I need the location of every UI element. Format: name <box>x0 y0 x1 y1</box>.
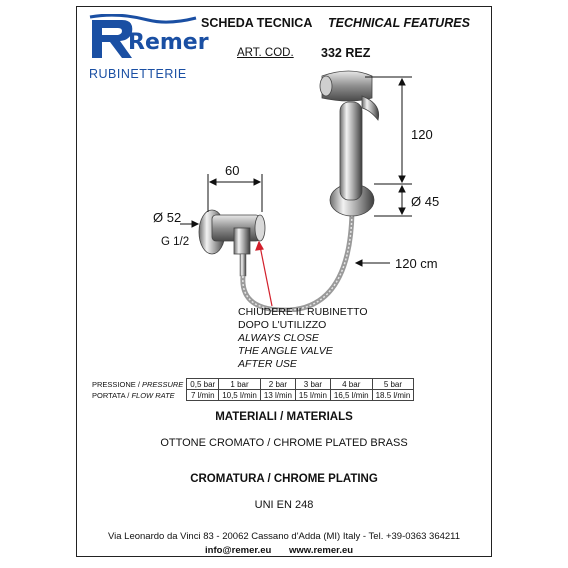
pressure-flow-table <box>90 378 414 401</box>
table-row-pressure <box>90 379 414 390</box>
hose-length-label: 120 cm <box>395 256 438 271</box>
dimension-hose-arrow <box>356 260 390 266</box>
table-cell: 3 bar <box>295 379 330 390</box>
footer-email-link[interactable]: info@remer.eu <box>205 545 272 556</box>
table-cell: 4 bar <box>330 379 372 390</box>
table-cell: 7 l/min <box>187 390 219 401</box>
plating-title: CROMATURA / CHROME PLATING <box>190 473 378 485</box>
materials-text: OTTONE CROMATO / CHROME PLATED BRASS <box>160 437 408 449</box>
technical-features-title: TECHNICAL FEATURES <box>328 16 470 30</box>
plating-text: UNI EN 248 <box>254 499 314 511</box>
note-line-3: ALWAYS CLOSE <box>238 332 319 344</box>
dim-52-label: Ø 52 <box>153 210 182 225</box>
dim-120-label: 120 <box>411 127 433 142</box>
logo-wordmark: Remer <box>128 30 209 55</box>
pressure-row-label: PRESSIONE / PRESSURE <box>92 379 184 389</box>
angle-valve <box>199 210 265 276</box>
dim-60-label: 60 <box>225 163 240 178</box>
red-indicator-arrow <box>256 242 272 306</box>
dim-45-label: Ø 45 <box>411 194 440 209</box>
table-cell: 2 bar <box>260 379 295 390</box>
thread-label: G 1/2 <box>161 236 190 248</box>
note-line-2: DOPO L'UTILIZZO <box>238 319 327 331</box>
note-line-4: THE ANGLE VALVE <box>238 345 333 357</box>
note-line-1: CHIUDERE IL RUBINETTO <box>238 306 368 318</box>
dimension-60-line <box>208 174 262 212</box>
table-cell: 15 l/min <box>295 390 330 401</box>
dimension-45-line <box>374 186 412 216</box>
table-cell: 16,5 l/min <box>330 390 372 401</box>
table-cell: 5 bar <box>372 379 414 390</box>
table-cell: 0,5 bar <box>187 379 219 390</box>
materials-title: MATERIALI / MATERIALS <box>215 411 353 423</box>
hand-shower <box>320 71 379 200</box>
flow-row-label: PORTATA / FLOW RATE <box>92 390 175 400</box>
art-code-value: 332 REZ <box>321 46 371 60</box>
table-cell: 13 l/min <box>260 390 295 401</box>
warning-note <box>238 306 368 371</box>
table-row-flow <box>90 390 414 401</box>
scheda-tecnica-title: SCHEDA TECNICA <box>201 16 313 30</box>
logo-subtitle: RUBINETTERIE <box>89 67 187 81</box>
table-cell: 10,5 l/min <box>219 390 261 401</box>
footer-web-link[interactable]: www.remer.eu <box>289 545 354 556</box>
footer-address: Via Leonardo da Vinci 83 - 20062 Cassano d'Adda (MI) Italy - Tel. +39-0363 364211 <box>107 531 461 542</box>
dimension-52-arrow <box>180 221 198 227</box>
table-cell: 18.5 l/min <box>372 390 414 401</box>
note-line-5: AFTER USE <box>238 358 297 370</box>
product-drawing <box>150 62 470 312</box>
table-cell: 1 bar <box>219 379 261 390</box>
art-code-label: ART. COD. <box>237 47 294 59</box>
